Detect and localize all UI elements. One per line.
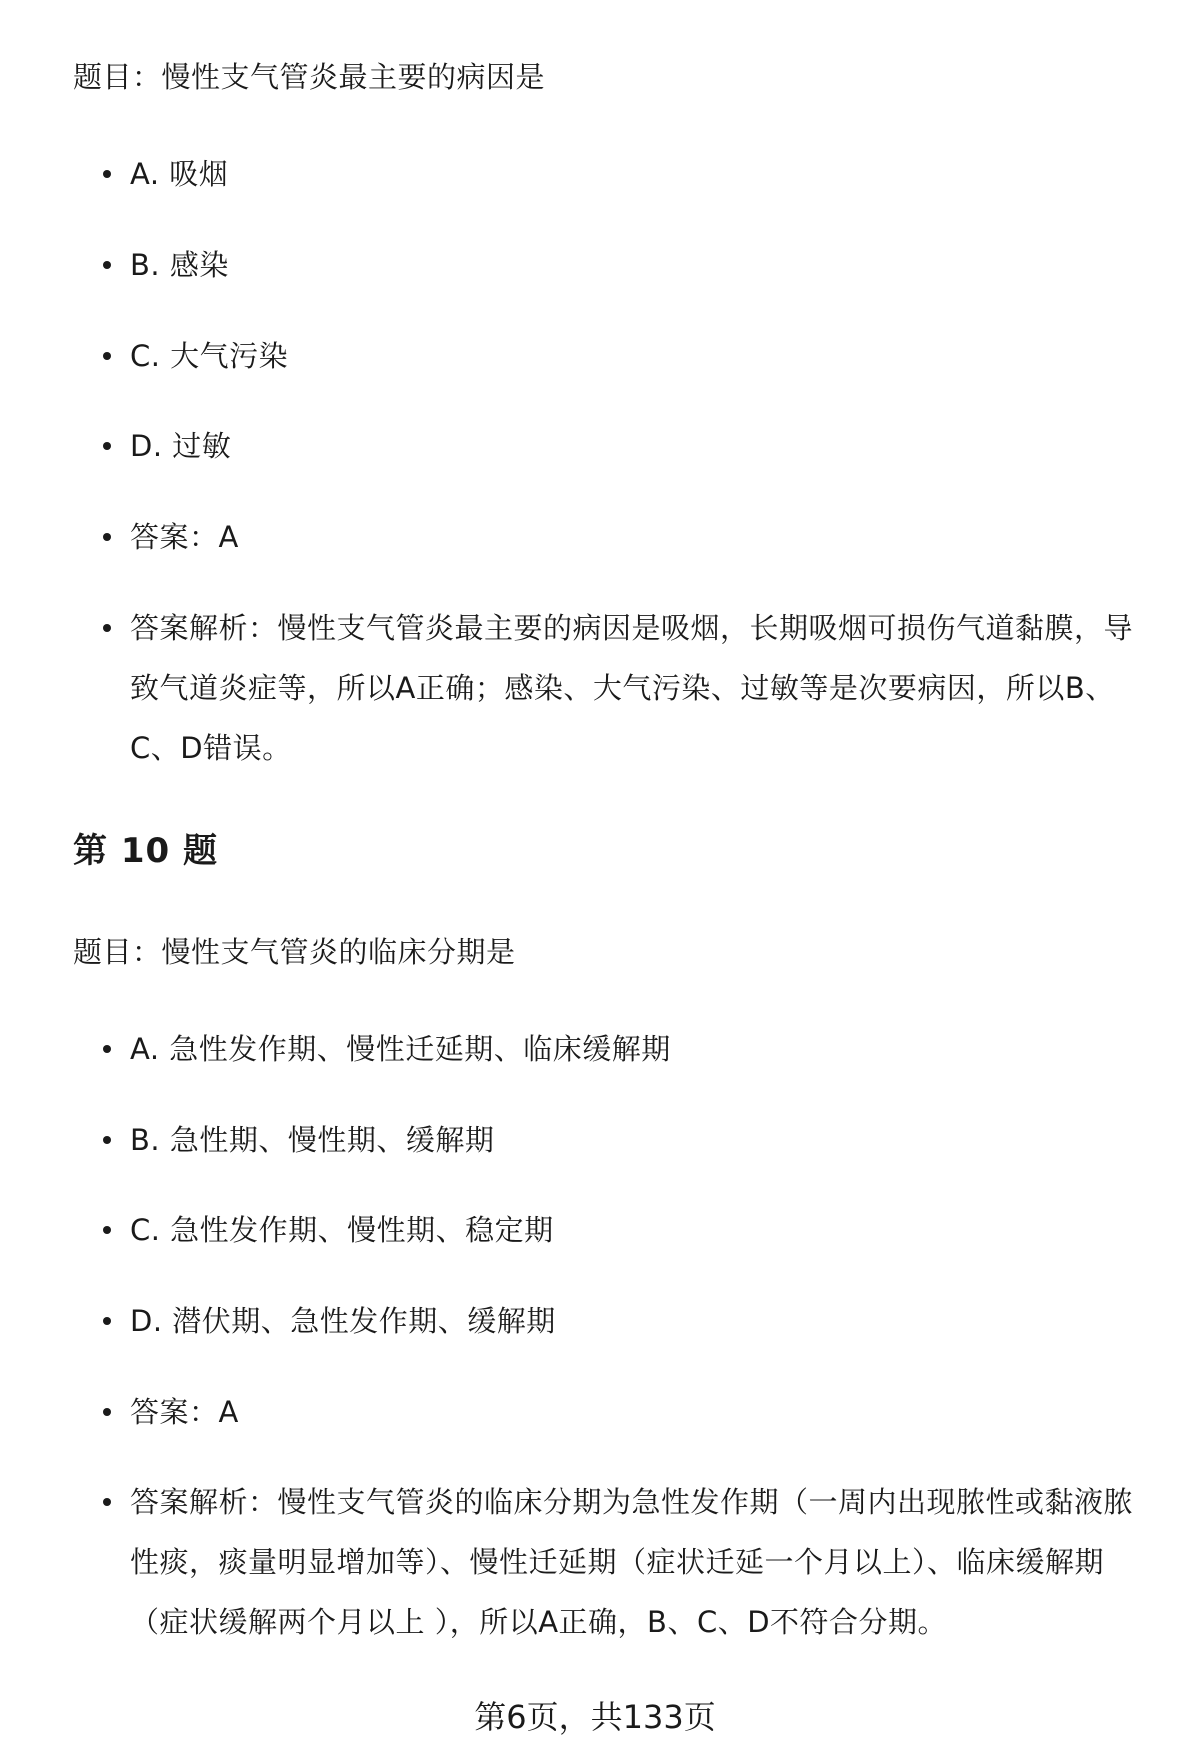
- bullet-icon: [103, 1045, 111, 1053]
- bullet-icon: [103, 352, 111, 360]
- option-c: C. 急性发作期、慢性期、稳定期: [130, 1213, 554, 1247]
- explanation-line: 答案解析：慢性支气管炎最主要的病因是吸烟，长期吸烟可损伤气道黏膜，导: [130, 611, 1134, 645]
- explanation-line: （症状缓解两个月以上 ），所以A正确，B、C、D不符合分期。: [130, 1605, 948, 1639]
- question-stem: 题目：慢性支气管炎最主要的病因是: [73, 60, 546, 94]
- explanation-line: 性痰，痰量明显增加等）、慢性迁延期（症状迁延一个月以上）、临床缓解期: [130, 1545, 1105, 1579]
- answer: 答案：A: [130, 520, 239, 554]
- bullet-icon: [103, 1498, 111, 1506]
- bullet-icon: [103, 1226, 111, 1234]
- answer-explanation: [130, 598, 1160, 778]
- bullet-icon: [103, 1136, 111, 1144]
- bullet-icon: [103, 261, 111, 269]
- question-heading: 第 10 题: [73, 831, 218, 871]
- option-b: B. 感染: [130, 248, 229, 282]
- option-a: A. 急性发作期、慢性迁延期、临床缓解期: [130, 1032, 671, 1066]
- bullet-icon: [103, 1408, 111, 1416]
- option-d: D. 过敏: [130, 429, 232, 463]
- option-a: A. 吸烟: [130, 157, 229, 191]
- question-stem: 题目：慢性支气管炎的临床分期是: [73, 935, 516, 969]
- option-d: D. 潜伏期、急性发作期、缓解期: [130, 1304, 556, 1338]
- bullet-icon: [103, 624, 111, 632]
- bullet-icon: [103, 1317, 111, 1325]
- bullet-icon: [103, 442, 111, 450]
- option-b: B. 急性期、慢性期、缓解期: [130, 1123, 495, 1157]
- bullet-icon: [103, 533, 111, 541]
- explanation-line: 答案解析：慢性支气管炎的临床分期为急性发作期（一周内出现脓性或黏液脓: [130, 1485, 1134, 1519]
- explanation-line: C、D错误。: [130, 731, 292, 765]
- explanation-line: 致气道炎症等，所以A正确；感染、大气污染、过敏等是次要病因，所以B、: [130, 671, 1115, 705]
- answer: 答案：A: [130, 1395, 239, 1429]
- page-number: 第6页，共133页: [474, 1698, 716, 1736]
- option-c: C. 大气污染: [130, 339, 289, 373]
- bullet-icon: [103, 170, 111, 178]
- answer-explanation: [130, 1472, 1160, 1652]
